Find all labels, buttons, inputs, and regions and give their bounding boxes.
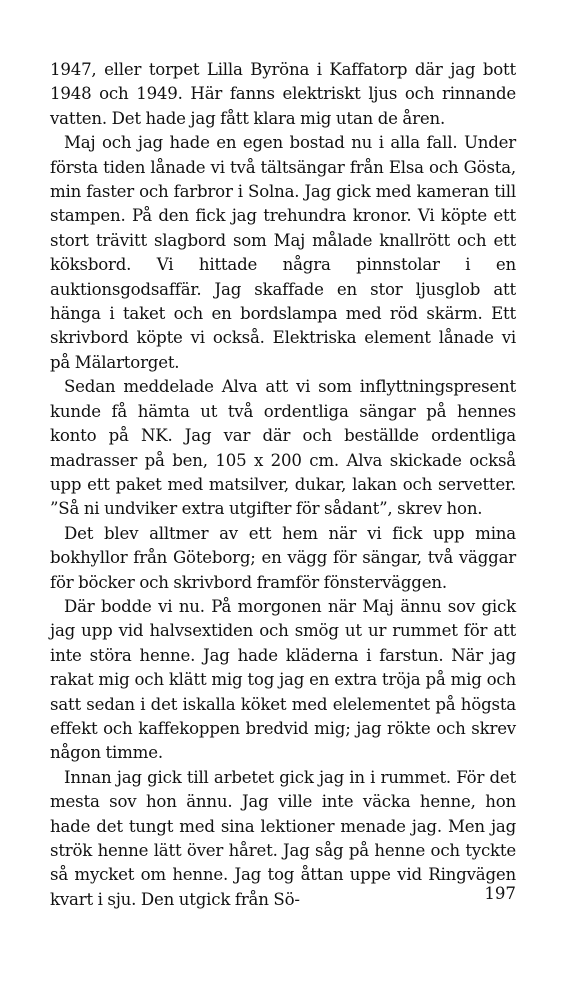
paragraph: Sedan meddelade Alva att vi som inflyttningspresent kunde få hämta ut två ordentliga sängar på hennes konto på NK. Jag var där och beställde ordentliga madrasser på ben, 105 x 200 cm. Alva skickade också upp ett paket med matsilver, dukar, lakan och servetter. ”Så ni undviker extra utgifter för sådant”, skrev hon.: [50, 377, 516, 519]
paragraph: Där bodde vi nu. På morgonen när Maj ännu sov gick jag upp vid halvsextiden och smög ut ur rummet för att inte störa henne. Jag hade kläderna i farstun. När jag rakat mig och klätt mig tog jag en extra tröja på mig och satt sedan i det iskalla köket med elelementet på högsta effekt och kaffekoppen bredvid mig; jag rökte och skrev någon timme.: [50, 596, 516, 763]
paragraph: Maj och jag hade en egen bostad nu i alla fall. Under första tiden lånade vi två tältsängar från Elsa och Gösta, min faster och farbror i Solna. Jag gick med kameran till stampen. På den fick jag trehundra kronor. Vi köpte ett stort trävitt slagbord som Maj målade knallrött och ett köksbord. Vi hittade några pinnstolar i en auktionsgodsaffär. Jag skaffade en stor ljusglob att hänga i taket och en bordslampa med röd skärm. Ett skrivbord köpte vi också. Elektriska element lånade vi på Mälartorget.: [50, 133, 516, 372]
paragraph: Innan jag gick till arbetet gick jag in i rummet. För det mesta sov hon ännu. Jag ville inte väcka henne, hon hade det tungt med sina lektioner menade jag. Men jag strök henne lätt över håret. Jag såg på henne och tyckte så mycket om henne. Jag tog åttan uppe vid Ringvägen kvart i sju. Den utgick från Sö-: [50, 767, 516, 909]
page-number: 197: [484, 884, 516, 903]
paragraph: Det blev alltmer av ett hem när vi fick upp mina bokhyllor från Göteborg; en vägg för sängar, två väggar för böcker och skrivbord framför fönsterväggen.: [50, 523, 516, 592]
paragraph: 1947, eller torpet Lilla Byröna i Kaffatorp där jag bott 1948 och 1949. Här fanns elektriskt ljus och rinnande vatten. Det hade jag fått klara mig utan de åren.: [50, 60, 516, 128]
page-body: [50, 58, 516, 912]
